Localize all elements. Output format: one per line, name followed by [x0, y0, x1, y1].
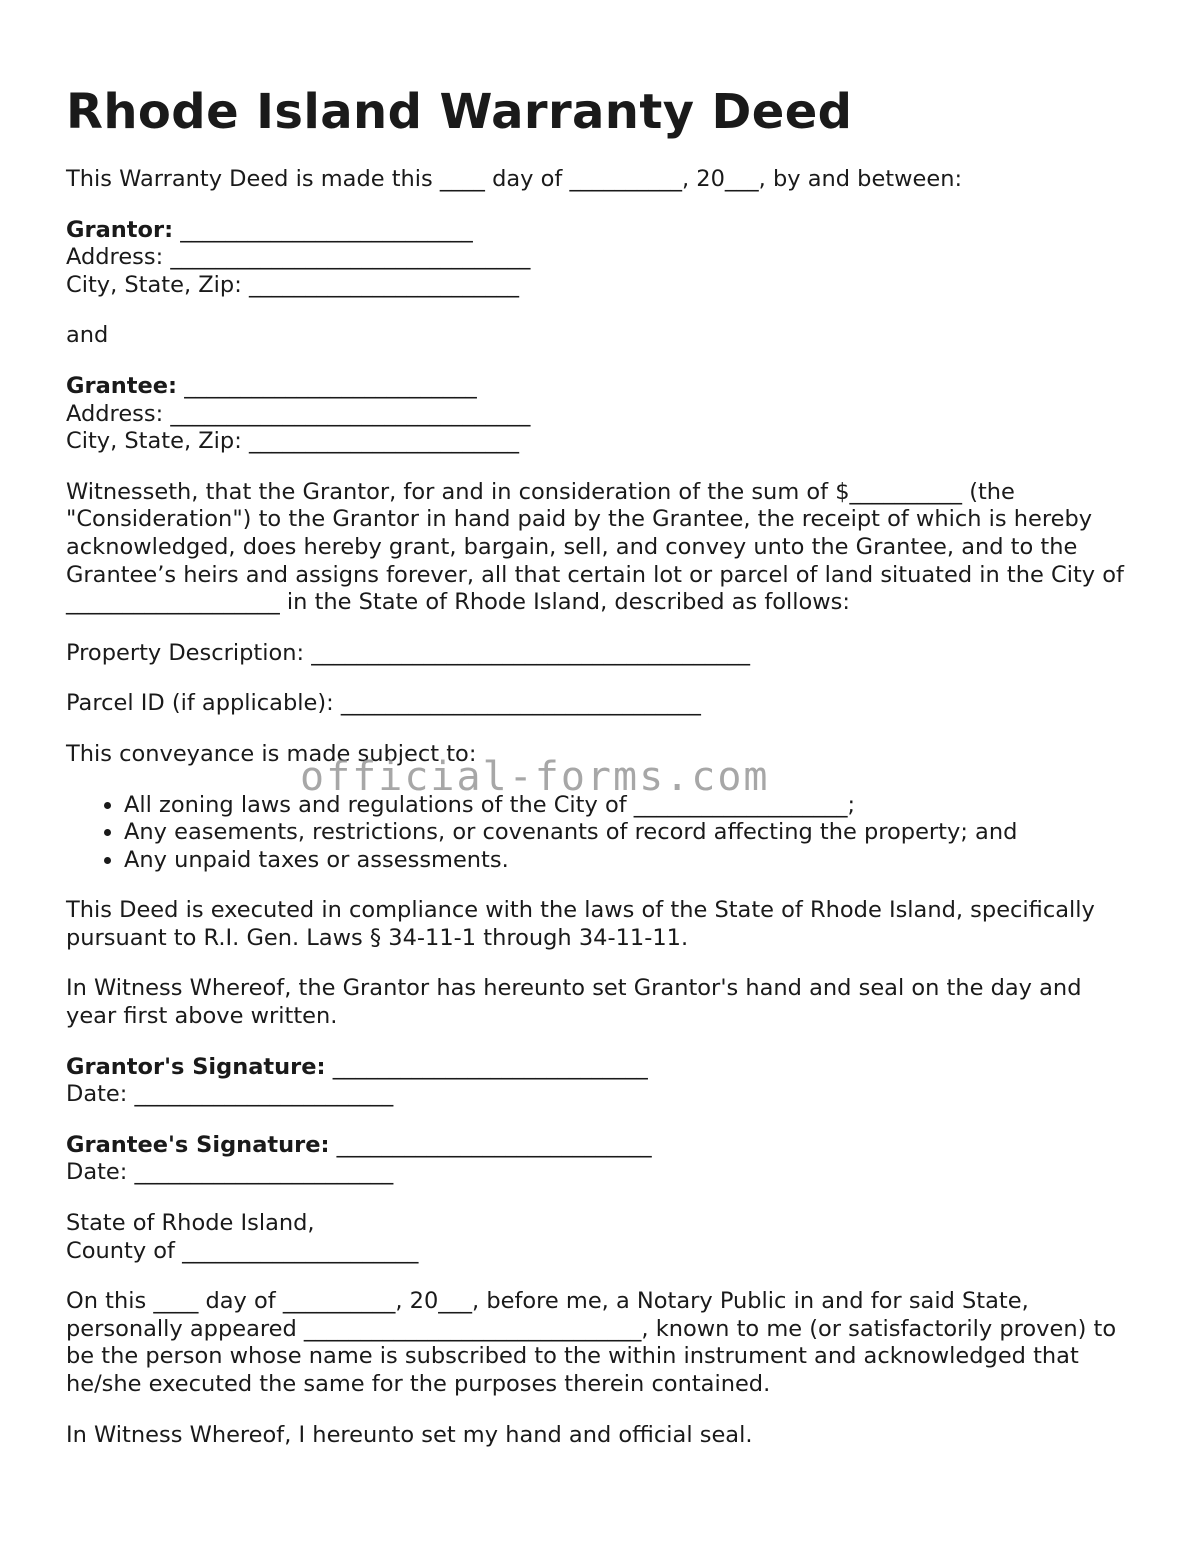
grantor-signature-block — [66, 1054, 1136, 1109]
and-text: and — [66, 322, 109, 349]
grantee-signature-block — [66, 1132, 1136, 1187]
grantee-signature-blank: ____________________________ — [329, 1131, 652, 1158]
page-title: Rhode Island Warranty Deed — [66, 84, 853, 140]
notary-venue — [66, 1210, 1136, 1265]
notary-county: County of _____________________ — [66, 1237, 419, 1264]
compliance-paragraph: This Deed is executed in compliance with the laws of the State of Rhode Island, specifically pursuant to R.I. Gen. Laws § 34-11-1 through 34-11-11. — [66, 897, 1095, 951]
subject-to-intro: This conveyance is made subject to: — [66, 740, 477, 767]
grantor-block — [66, 217, 1136, 300]
witnesseth-paragraph: Witnesseth, that the Grantor, for and in consideration of the sum of $__________ (the "Consideration") to the Grantor in hand paid by the Grantee, the receipt of which is hereby acknowledged, does hereby grant, bargain, sell, and convey unto the Grantee, and to the Grantee’s heirs and assigns forever, all that certain lot or parcel of land situated in the City of ___________________ in the State of Rhode Island, described as follows: — [66, 478, 1124, 616]
grantee-label: Grantee: — [66, 372, 178, 399]
notary-acknowledgment: On this ____ day of __________, 20___, before me, a Notary Public in and for said State, personally appeared ______________________________, known to me (or satisfactorily proven) to be the person whose name is subscribed to the within instrument and acknowledged that he/she executed the same for the purposes therein contained. — [66, 1288, 1117, 1397]
grantee-city-state-zip: City, State, Zip: ________________________ — [66, 428, 519, 455]
parcel-id: Parcel ID (if applicable): ________________________________ — [66, 690, 701, 717]
grantee-block — [66, 373, 1136, 456]
grantor-city-state-zip: City, State, Zip: ________________________ — [66, 271, 519, 298]
list-item: • All zoning laws and regulations of the City of ___________________; — [124, 792, 1136, 820]
grantor-address: Address: ________________________________ — [66, 244, 531, 271]
grantee-signature-date: Date: _______________________ — [66, 1159, 394, 1186]
grantee-name-blank: __________________________ — [177, 372, 477, 399]
intro-paragraph: This Warranty Deed is made this ____ day of __________, 20___, by and between: — [66, 166, 963, 192]
list-item: • Any easements, restrictions, or covenants of record affecting the property; and — [124, 819, 1136, 847]
property-description: Property Description: _______________________________________ — [66, 639, 750, 666]
subject-to-list — [66, 792, 1136, 875]
list-item: • Any unpaid taxes or assessments. — [124, 847, 1136, 875]
grantor-signature-label: Grantor's Signature: — [66, 1053, 326, 1080]
grantor-signature-blank: ____________________________ — [325, 1053, 648, 1080]
grantor-name-blank: __________________________ — [173, 216, 473, 243]
notary-witness: In Witness Whereof, I hereunto set my hand and official seal. — [66, 1421, 753, 1448]
in-witness-grantor: In Witness Whereof, the Grantor has hereunto set Grantor's hand and seal on the day and year first above written. — [66, 975, 1082, 1030]
notary-state: State of Rhode Island, — [66, 1210, 315, 1237]
grantee-address: Address: ________________________________ — [66, 400, 531, 427]
grantee-signature-label: Grantee's Signature: — [66, 1131, 330, 1158]
grantor-signature-date: Date: _______________________ — [66, 1081, 394, 1108]
grantor-label: Grantor: — [66, 216, 174, 243]
watermark: official-forms.com — [300, 754, 770, 800]
